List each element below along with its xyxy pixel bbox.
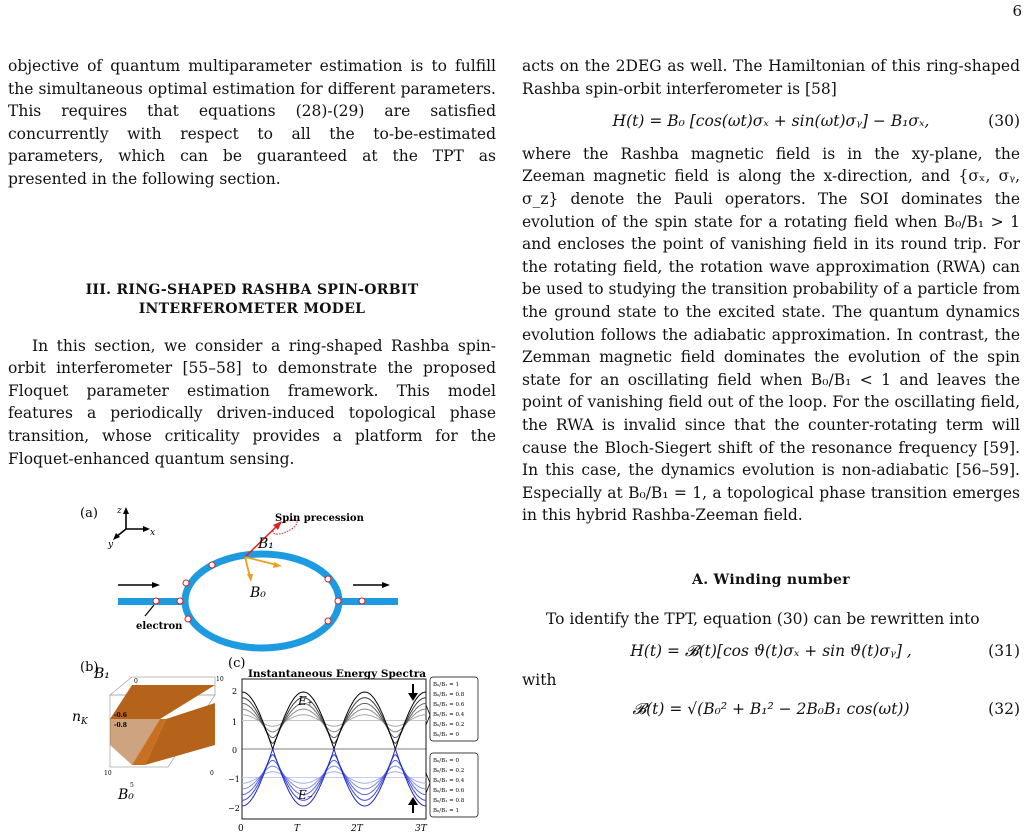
equation-32: 𝓑(t) = √(B₀² + B₁² − 2B₀B₁ cos(ωt)) (32) — [632, 699, 1020, 718]
svg-text:B₀/B₁ = 0.4: B₀/B₁ = 0.4 — [433, 778, 465, 784]
svg-text:1: 1 — [232, 718, 238, 727]
axis-y-label: y — [108, 540, 114, 550]
e-minus-label: E₋ — [298, 788, 314, 802]
b-b1-label: B₁ — [94, 666, 110, 682]
axis-z-label: z — [117, 506, 122, 516]
equation-31: H(t) = 𝓑(t)[cos ϑ(t)σₓ + sin ϑ(t)σᵧ] , (31) — [630, 642, 1020, 661]
legend-bottom — [430, 753, 478, 817]
svg-text:2: 2 — [232, 687, 238, 696]
page-number: 6 — [1012, 2, 1022, 20]
equation-30: H(t) = B₀ [cos(ωt)σₓ + sin(ωt)σᵧ] − B₁σₓ, (30) — [612, 112, 1020, 131]
panel-b-label: (b) — [80, 660, 99, 675]
svg-text:0: 0 — [134, 678, 138, 685]
svg-text:B₀/B₁ = 0.4: B₀/B₁ = 0.4 — [433, 712, 465, 718]
right-paragraph-3: To identify the TPT, equation (30) can be rewritten into — [546, 609, 980, 628]
svg-text:T: T — [294, 824, 301, 834]
panel-c-title: Instantaneous Energy Spectra — [248, 668, 427, 680]
svg-text:B₀/B₁ = 0.6: B₀/B₁ = 0.6 — [433, 788, 465, 794]
right-column — [522, 55, 1020, 720]
svg-text:-0.6: -0.6 — [114, 712, 127, 719]
figure-1 — [70, 505, 490, 835]
left-lead — [118, 598, 186, 605]
svg-text:5: 5 — [130, 782, 134, 789]
b0-label: B₀ — [250, 585, 266, 601]
svg-text:−2: −2 — [228, 804, 240, 813]
svg-text:10: 10 — [216, 676, 224, 683]
right-lead — [338, 598, 398, 605]
b-b0-label: B₀ — [118, 787, 134, 803]
svg-text:B₀/B₁ = 0.8: B₀/B₁ = 0.8 — [433, 798, 465, 804]
svg-text:B₀/B₁ = 0: B₀/B₁ = 0 — [433, 732, 459, 738]
svg-text:10: 10 — [104, 770, 112, 777]
right-paragraph-1: acts on the 2DEG as well. The Hamiltonian of this ring-shaped Rashba spin-orbit interferometer is [58] — [522, 57, 1020, 98]
left-column — [8, 55, 496, 470]
spin-precession-label: Spin precession — [275, 513, 364, 524]
svg-text:0: 0 — [238, 824, 244, 834]
panel-b-plot — [72, 666, 224, 803]
svg-text:B₀/B₁ = 0.2: B₀/B₁ = 0.2 — [433, 768, 465, 774]
axis-x-label: x — [150, 528, 156, 538]
e-plus-label: E₊ — [298, 694, 314, 708]
section-heading: III. RING-SHAPED RASHBA SPIN-ORBIT INTERFEROMETER MODEL — [85, 281, 419, 317]
ring — [185, 554, 339, 648]
svg-text:B₀/B₁ = 1: B₀/B₁ = 1 — [433, 808, 459, 814]
svg-text:-0.8: -0.8 — [114, 722, 127, 729]
panel-a-label: (a) — [80, 506, 98, 521]
legend-top — [430, 677, 478, 741]
left-paragraph-1: objective of quantum multiparameter estimation is to fulfill the simultaneous optimal estimation for different parameters. This requires that equations (28)-(29) are satisfied concurrently with respect to all the to-be-estimated parameters, which can be guaranteed at the TPT as presented in the following section. — [8, 57, 496, 188]
svg-text:B₀/B₁ = 0.8: B₀/B₁ = 0.8 — [433, 692, 465, 698]
svg-text:2T: 2T — [351, 824, 363, 834]
svg-text:3T: 3T — [415, 824, 427, 834]
panel-c-label: (c) — [228, 656, 246, 671]
svg-text:B₀/B₁ = 1: B₀/B₁ = 1 — [433, 682, 459, 688]
svg-text:B₀/B₁ = 0.2: B₀/B₁ = 0.2 — [433, 722, 465, 728]
right-paragraph-2: where the Rashba magnetic field is in the xy-plane, the Zeeman magnetic field is along the x-direction, and {σₓ, σᵧ, σ_z} denote the Pauli operators. The SOI dominates the evolution of the spin state for a rotating field when B₀/B₁ > 1 and encloses the point of vanishing field in its round trip. For the rotating field, the rotation wave approximation (RWA) can be used to studying the transition probability of a particle from the ground state to the excited state. The quantum dynamics evolution follows the adiabatic approximation. In contrast, the Zemman magnetic field dominates the evolution of the spin state for an oscillating field when B₀/B₁ < 1 and leaves the point of vanishing field out of the loop. For the oscillating field, the RWA is invalid since that the counter-rotating term will cause the Bloch-Siegert shift of the resonance frequency [59]. In this case, the dynamics evolution is non-adiabatic [56–59]. Especially at B₀/B₁ = 1, a topological phase transition emerges in this hybrid Rashba-Zeeman field. — [522, 144, 1020, 525]
b-nk-label: $n_K$ — [72, 709, 88, 727]
svg-text:0: 0 — [232, 746, 238, 755]
svg-text:−1: −1 — [228, 775, 240, 784]
svg-text:B₀/B₁ = 0.6: B₀/B₁ = 0.6 — [433, 702, 465, 708]
electron-label: electron — [136, 621, 183, 632]
right-paragraph-4: with — [522, 671, 557, 690]
svg-text:B₀/B₁ = 0: B₀/B₁ = 0 — [433, 758, 459, 764]
left-paragraph-2: In this section, we consider a ring-shaped Rashba spin-orbit interferometer [55–58] to demonstrate the proposed Floquet parameter estimation framework. This model features a periodically driven-induced topological phase transition, whose criticality provides a platform for the Floquet-enhanced quantum sensing. — [8, 336, 496, 468]
subsection-heading: A. Winding number — [692, 571, 850, 588]
b1-label: B₁ — [258, 536, 274, 552]
axes-triad — [107, 506, 155, 550]
svg-text:0: 0 — [210, 770, 214, 777]
